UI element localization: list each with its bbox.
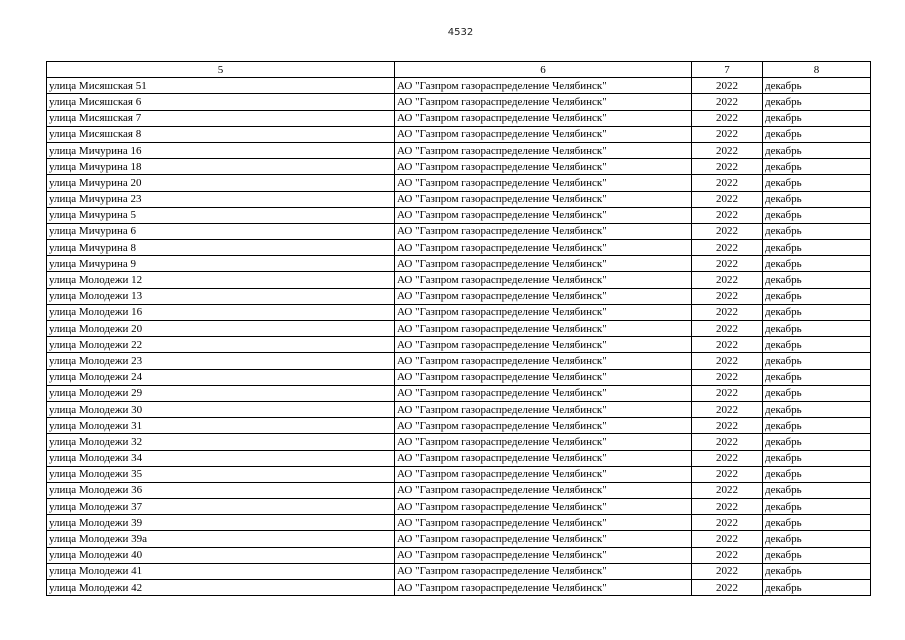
- year-cell: 2022: [692, 175, 763, 191]
- organization-cell: АО "Газпром газораспределение Челябинск": [395, 385, 692, 401]
- year-cell: 2022: [692, 110, 763, 126]
- year-cell: 2022: [692, 94, 763, 110]
- month-cell: декабрь: [763, 385, 871, 401]
- year-cell: 2022: [692, 304, 763, 320]
- address-cell: улица Молодежи 41: [47, 563, 395, 579]
- organization-cell: АО "Газпром газораспределение Челябинск": [395, 531, 692, 547]
- table-body: [47, 78, 871, 596]
- address-cell: улица Молодежи 12: [47, 272, 395, 288]
- year-cell: 2022: [692, 369, 763, 385]
- address-cell: улица Мичурина 23: [47, 191, 395, 207]
- table-row: [47, 321, 871, 337]
- month-cell: декабрь: [763, 369, 871, 385]
- month-cell: декабрь: [763, 450, 871, 466]
- organization-cell: АО "Газпром газораспределение Челябинск": [395, 466, 692, 482]
- address-cell: улица Молодежи 34: [47, 450, 395, 466]
- table-row: [47, 531, 871, 547]
- table-row: [47, 240, 871, 256]
- organization-cell: АО "Газпром газораспределение Челябинск": [395, 337, 692, 353]
- month-cell: декабрь: [763, 175, 871, 191]
- year-cell: 2022: [692, 159, 763, 175]
- year-cell: 2022: [692, 401, 763, 417]
- organization-cell: АО "Газпром газораспределение Челябинск": [395, 159, 692, 175]
- column-header-6: 6: [395, 62, 692, 78]
- year-cell: 2022: [692, 337, 763, 353]
- address-cell: улица Мичурина 6: [47, 223, 395, 239]
- address-cell: улица Мичурина 9: [47, 256, 395, 272]
- table-row: [47, 304, 871, 320]
- month-cell: декабрь: [763, 499, 871, 515]
- year-cell: 2022: [692, 223, 763, 239]
- table-row: [47, 94, 871, 110]
- address-cell: улица Молодежи 24: [47, 369, 395, 385]
- month-cell: декабрь: [763, 223, 871, 239]
- month-cell: декабрь: [763, 256, 871, 272]
- month-cell: декабрь: [763, 434, 871, 450]
- address-cell: улица Молодежи 32: [47, 434, 395, 450]
- table-row: [47, 547, 871, 563]
- address-cell: улица Мисяшская 7: [47, 110, 395, 126]
- address-cell: улица Молодежи 42: [47, 580, 395, 596]
- year-cell: 2022: [692, 78, 763, 94]
- month-cell: декабрь: [763, 207, 871, 223]
- address-cell: улица Молодежи 37: [47, 499, 395, 515]
- month-cell: декабрь: [763, 466, 871, 482]
- organization-cell: АО "Газпром газораспределение Челябинск": [395, 223, 692, 239]
- year-cell: 2022: [692, 580, 763, 596]
- address-cell: улица Молодежи 20: [47, 321, 395, 337]
- address-cell: улица Молодежи 36: [47, 482, 395, 498]
- organization-cell: АО "Газпром газораспределение Челябинск": [395, 304, 692, 320]
- address-cell: улица Мичурина 5: [47, 207, 395, 223]
- table-row: [47, 353, 871, 369]
- organization-cell: АО "Газпром газораспределение Челябинск": [395, 499, 692, 515]
- address-cell: улица Молодежи 30: [47, 401, 395, 417]
- address-cell: улица Мичурина 8: [47, 240, 395, 256]
- organization-cell: АО "Газпром газораспределение Челябинск": [395, 418, 692, 434]
- page-number: 4532: [447, 27, 474, 38]
- table-row: [47, 256, 871, 272]
- year-cell: 2022: [692, 353, 763, 369]
- month-cell: декабрь: [763, 353, 871, 369]
- column-header-8: 8: [763, 62, 871, 78]
- table-row: [47, 580, 871, 596]
- year-cell: 2022: [692, 191, 763, 207]
- year-cell: 2022: [692, 418, 763, 434]
- year-cell: 2022: [692, 288, 763, 304]
- year-cell: 2022: [692, 126, 763, 142]
- month-cell: декабрь: [763, 515, 871, 531]
- address-cell: улица Молодежи 22: [47, 337, 395, 353]
- address-cell: улица Молодежи 39а: [47, 531, 395, 547]
- address-cell: улица Мичурина 18: [47, 159, 395, 175]
- table-row: [47, 207, 871, 223]
- table-row: [47, 450, 871, 466]
- table-row: [47, 272, 871, 288]
- organization-cell: АО "Газпром газораспределение Челябинск": [395, 78, 692, 94]
- organization-cell: АО "Газпром газораспределение Челябинск": [395, 288, 692, 304]
- address-cell: улица Молодежи 29: [47, 385, 395, 401]
- address-cell: улица Мисяшская 8: [47, 126, 395, 142]
- table-row: [47, 288, 871, 304]
- table-row: [47, 499, 871, 515]
- organization-cell: АО "Газпром газораспределение Челябинск": [395, 207, 692, 223]
- month-cell: декабрь: [763, 272, 871, 288]
- table-row: [47, 482, 871, 498]
- address-cell: улица Молодежи 35: [47, 466, 395, 482]
- year-cell: 2022: [692, 240, 763, 256]
- year-cell: 2022: [692, 547, 763, 563]
- address-cell: улица Молодежи 23: [47, 353, 395, 369]
- table-row: [47, 401, 871, 417]
- table-row: [47, 191, 871, 207]
- table-row: [47, 337, 871, 353]
- organization-cell: АО "Газпром газораспределение Челябинск": [395, 434, 692, 450]
- month-cell: декабрь: [763, 240, 871, 256]
- table-row: [47, 515, 871, 531]
- table-row: [47, 223, 871, 239]
- organization-cell: АО "Газпром газораспределение Челябинск": [395, 272, 692, 288]
- month-cell: декабрь: [763, 126, 871, 142]
- month-cell: декабрь: [763, 304, 871, 320]
- year-cell: 2022: [692, 321, 763, 337]
- organization-cell: АО "Газпром газораспределение Челябинск": [395, 547, 692, 563]
- month-cell: декабрь: [763, 563, 871, 579]
- month-cell: декабрь: [763, 547, 871, 563]
- year-cell: 2022: [692, 450, 763, 466]
- table-row: [47, 175, 871, 191]
- year-cell: 2022: [692, 385, 763, 401]
- month-cell: декабрь: [763, 418, 871, 434]
- table-row: [47, 126, 871, 142]
- year-cell: 2022: [692, 256, 763, 272]
- month-cell: декабрь: [763, 580, 871, 596]
- header-row: [47, 62, 871, 78]
- address-cell: улица Молодежи 31: [47, 418, 395, 434]
- month-cell: декабрь: [763, 159, 871, 175]
- organization-cell: АО "Газпром газораспределение Челябинск": [395, 321, 692, 337]
- organization-cell: АО "Газпром газораспределение Челябинск": [395, 450, 692, 466]
- organization-cell: АО "Газпром газораспределение Челябинск": [395, 482, 692, 498]
- organization-cell: АО "Газпром газораспределение Челябинск": [395, 256, 692, 272]
- organization-cell: АО "Газпром газораспределение Челябинск": [395, 369, 692, 385]
- year-cell: 2022: [692, 482, 763, 498]
- organization-cell: АО "Газпром газораспределение Челябинск": [395, 126, 692, 142]
- table-row: [47, 110, 871, 126]
- organization-cell: АО "Газпром газораспределение Челябинск": [395, 515, 692, 531]
- organization-cell: АО "Газпром газораспределение Челябинск": [395, 401, 692, 417]
- year-cell: 2022: [692, 563, 763, 579]
- month-cell: декабрь: [763, 288, 871, 304]
- table-row: [47, 369, 871, 385]
- address-cell: улица Молодежи 39: [47, 515, 395, 531]
- year-cell: 2022: [692, 142, 763, 158]
- table-row: [47, 142, 871, 158]
- month-cell: декабрь: [763, 321, 871, 337]
- address-cell: улица Мичурина 16: [47, 142, 395, 158]
- organization-cell: АО "Газпром газораспределение Челябинск": [395, 142, 692, 158]
- organization-cell: АО "Газпром газораспределение Челябинск": [395, 175, 692, 191]
- year-cell: 2022: [692, 499, 763, 515]
- table-row: [47, 418, 871, 434]
- month-cell: декабрь: [763, 94, 871, 110]
- year-cell: 2022: [692, 466, 763, 482]
- address-cell: улица Молодежи 13: [47, 288, 395, 304]
- month-cell: декабрь: [763, 531, 871, 547]
- column-header-7: 7: [692, 62, 763, 78]
- address-cell: улица Мисяшская 6: [47, 94, 395, 110]
- organization-cell: АО "Газпром газораспределение Челябинск": [395, 580, 692, 596]
- address-cell: улица Мичурина 20: [47, 175, 395, 191]
- month-cell: декабрь: [763, 401, 871, 417]
- month-cell: декабрь: [763, 142, 871, 158]
- table-row: [47, 563, 871, 579]
- document-table: [46, 61, 871, 596]
- year-cell: 2022: [692, 272, 763, 288]
- month-cell: декабрь: [763, 482, 871, 498]
- table-row: [47, 466, 871, 482]
- organization-cell: АО "Газпром газораспределение Челябинск": [395, 353, 692, 369]
- year-cell: 2022: [692, 434, 763, 450]
- table-header: [47, 62, 871, 78]
- year-cell: 2022: [692, 515, 763, 531]
- month-cell: декабрь: [763, 110, 871, 126]
- address-cell: улица Молодежи 40: [47, 547, 395, 563]
- organization-cell: АО "Газпром газораспределение Челябинск": [395, 94, 692, 110]
- month-cell: декабрь: [763, 191, 871, 207]
- table-row: [47, 159, 871, 175]
- table-row: [47, 385, 871, 401]
- column-header-5: 5: [47, 62, 395, 78]
- year-cell: 2022: [692, 207, 763, 223]
- organization-cell: АО "Газпром газораспределение Челябинск": [395, 563, 692, 579]
- table-row: [47, 434, 871, 450]
- table-row: [47, 78, 871, 94]
- organization-cell: АО "Газпром газораспределение Челябинск": [395, 110, 692, 126]
- month-cell: декабрь: [763, 337, 871, 353]
- month-cell: декабрь: [763, 78, 871, 94]
- address-cell: улица Молодежи 16: [47, 304, 395, 320]
- address-cell: улица Мисяшская 51: [47, 78, 395, 94]
- organization-cell: АО "Газпром газораспределение Челябинск": [395, 191, 692, 207]
- organization-cell: АО "Газпром газораспределение Челябинск": [395, 240, 692, 256]
- year-cell: 2022: [692, 531, 763, 547]
